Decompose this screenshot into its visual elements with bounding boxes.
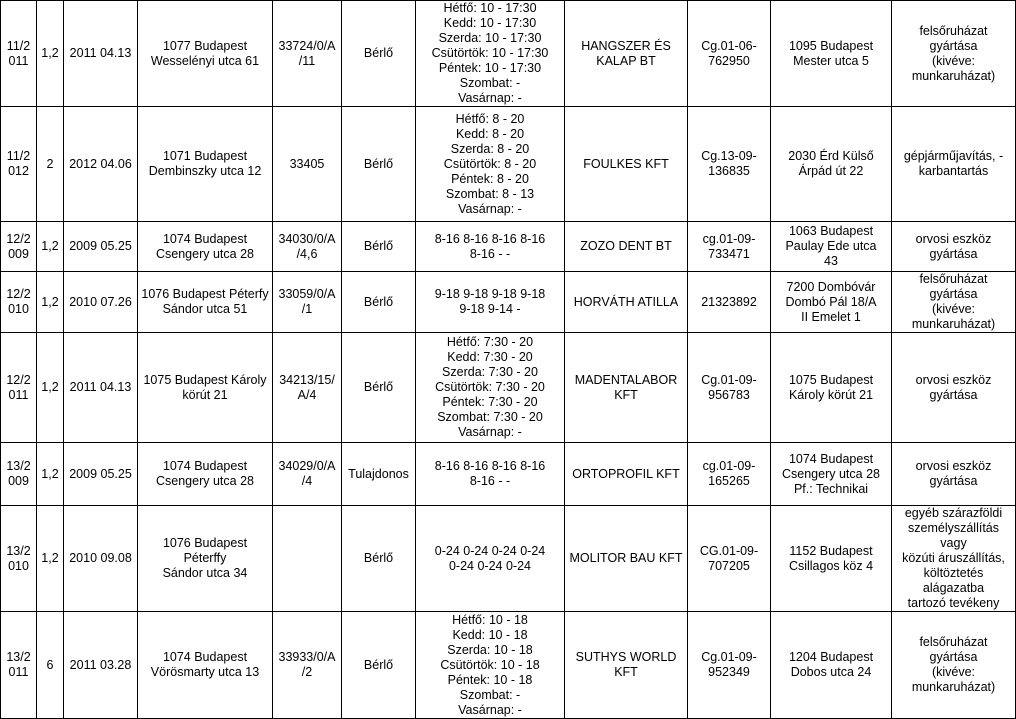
activity: egyéb szárazföldi személyszállítás vagy közúti áruszállítás, költöztetés alágazatba tartozó tevékeny [892, 506, 1016, 612]
opening-hours: 0-24 0-24 0-24 0-24 0-24 0-24 0-24 [416, 506, 565, 612]
company-seat: 1152 Budapest Csillagos köz 4 [771, 506, 892, 612]
company-name: MADENTALABOR KFT [565, 333, 688, 443]
record-date: 2009 05.25 [64, 222, 138, 272]
record-code: 1,2 [37, 222, 64, 272]
company-seat: 1095 Budapest Mester utca 5 [771, 1, 892, 107]
registration-number: Cg.01-09- 952349 [688, 612, 771, 719]
registration-number: Cg.13-09- 136835 [688, 107, 771, 222]
record-id: 11/2 012 [1, 107, 37, 222]
table-row [1, 612, 1016, 719]
opening-hours: Hétfő: 10 - 18 Kedd: 10 - 18 Szerda: 10 - 18 Csütörtök: 10 - 18 Péntek: 10 - 18 Szombat: - Vasárnap: - [416, 612, 565, 719]
usage-title: Bérlő [342, 107, 416, 222]
record-date: 2011 04.13 [64, 1, 138, 107]
parcel-number [273, 506, 342, 612]
shop-address: 1076 Budapest Péterfy Sándor utca 51 [138, 272, 273, 333]
shop-address: 1071 Budapest Dembinszky utca 12 [138, 107, 273, 222]
company-seat: 1075 Budapest Károly körút 21 [771, 333, 892, 443]
opening-hours: Hétfő: 10 - 17:30 Kedd: 10 - 17:30 Szerda: 10 - 17:30 Csütörtök: 10 - 17:30 Péntek: 10 - 17:30 Szombat: - Vasárnap: - [416, 1, 565, 107]
record-id: 13/2 010 [1, 506, 37, 612]
parcel-number: 34030/0/A /4,6 [273, 222, 342, 272]
record-code: 1,2 [37, 506, 64, 612]
company-name: MOLITOR BAU KFT [565, 506, 688, 612]
shop-address: 1074 Budapest Csengery utca 28 [138, 222, 273, 272]
opening-hours: Hétfő: 8 - 20 Kedd: 8 - 20 Szerda: 8 - 20 Csütörtök: 8 - 20 Péntek: 8 - 20 Szombat: 8 - 13 Vasárnap: - [416, 107, 565, 222]
record-code: 6 [37, 612, 64, 719]
company-name: HORVÁTH ATILLA [565, 272, 688, 333]
record-date: 2011 03.28 [64, 612, 138, 719]
shop-address: 1074 Budapest Vörösmarty utca 13 [138, 612, 273, 719]
usage-title: Bérlő [342, 222, 416, 272]
company-seat: 1204 Budapest Dobos utca 24 [771, 612, 892, 719]
company-name: SUTHYS WORLD KFT [565, 612, 688, 719]
activity: felsőruházat gyártása (kivéve: munkaruházat) [892, 1, 1016, 107]
activity: felsőruházat gyártása (kivéve: munkaruházat) [892, 612, 1016, 719]
registration-number: cg.01-09- 165265 [688, 443, 771, 506]
company-seat: 7200 Dombóvár Dombó Pál 18/A II Emelet 1 [771, 272, 892, 333]
record-date: 2010 09.08 [64, 506, 138, 612]
registration-number: Cg.01-09- 956783 [688, 333, 771, 443]
usage-title: Bérlő [342, 272, 416, 333]
company-seat: 1063 Budapest Paulay Ede utca 43 [771, 222, 892, 272]
record-code: 1,2 [37, 1, 64, 107]
company-name: ZOZO DENT BT [565, 222, 688, 272]
parcel-number: 33405 [273, 107, 342, 222]
parcel-number: 33724/0/A /11 [273, 1, 342, 107]
shop-address: 1074 Budapest Csengery utca 28 [138, 443, 273, 506]
usage-title: Bérlő [342, 1, 416, 107]
record-code: 1,2 [37, 272, 64, 333]
table-row [1, 506, 1016, 612]
activity: orvosi eszköz gyártása [892, 222, 1016, 272]
usage-title: Bérlő [342, 333, 416, 443]
record-id: 13/2 009 [1, 443, 37, 506]
shop-address: 1076 Budapest Péterffy Sándor utca 34 [138, 506, 273, 612]
registration-number: cg.01-09- 733471 [688, 222, 771, 272]
company-name: ORTOPROFIL KFT [565, 443, 688, 506]
registration-number: CG.01-09- 707205 [688, 506, 771, 612]
record-code: 1,2 [37, 333, 64, 443]
parcel-number: 34029/0/A /4 [273, 443, 342, 506]
record-date: 2011 04.13 [64, 333, 138, 443]
company-name: HANGSZER ÉS KALAP BT [565, 1, 688, 107]
usage-title: Bérlő [342, 612, 416, 719]
registration-number: 21323892 [688, 272, 771, 333]
record-id: 12/2 011 [1, 333, 37, 443]
record-date: 2009 05.25 [64, 443, 138, 506]
usage-title: Bérlő [342, 506, 416, 612]
table-row [1, 107, 1016, 222]
shop-address: 1075 Budapest Károly körút 21 [138, 333, 273, 443]
parcel-number: 33059/0/A /1 [273, 272, 342, 333]
table-row [1, 333, 1016, 443]
record-id: 13/2 011 [1, 612, 37, 719]
record-code: 2 [37, 107, 64, 222]
record-date: 2012 04.06 [64, 107, 138, 222]
opening-hours: 8-16 8-16 8-16 8-16 8-16 - - [416, 222, 565, 272]
table-row [1, 222, 1016, 272]
opening-hours: 8-16 8-16 8-16 8-16 8-16 - - [416, 443, 565, 506]
record-date: 2010 07.26 [64, 272, 138, 333]
registry-body [1, 1, 1016, 719]
parcel-number: 34213/15/ A/4 [273, 333, 342, 443]
record-code: 1,2 [37, 443, 64, 506]
table-row [1, 272, 1016, 333]
parcel-number: 33933/0/A /2 [273, 612, 342, 719]
opening-hours: 9-18 9-18 9-18 9-18 9-18 9-14 - [416, 272, 565, 333]
registration-number: Cg.01-06- 762950 [688, 1, 771, 107]
opening-hours: Hétfő: 7:30 - 20 Kedd: 7:30 - 20 Szerda: 7:30 - 20 Csütörtök: 7:30 - 20 Péntek: 7:30 - 20 Szombat: 7:30 - 20 Vasárnap: - [416, 333, 565, 443]
record-id: 11/2 011 [1, 1, 37, 107]
company-name: FOULKES KFT [565, 107, 688, 222]
company-seat: 1074 Budapest Csengery utca 28 Pf.: Technikai [771, 443, 892, 506]
activity: gépjárműjavítás, - karbantartás [892, 107, 1016, 222]
activity: orvosi eszköz gyártása [892, 333, 1016, 443]
table-row [1, 443, 1016, 506]
record-id: 12/2 009 [1, 222, 37, 272]
table-row [1, 1, 1016, 107]
activity: orvosi eszköz gyártása [892, 443, 1016, 506]
usage-title: Tulajdonos [342, 443, 416, 506]
company-seat: 2030 Érd Külső Árpád út 22 [771, 107, 892, 222]
activity: felsőruházat gyártása (kivéve: munkaruházat) [892, 272, 1016, 333]
shop-address: 1077 Budapest Wesselényi utca 61 [138, 1, 273, 107]
record-id: 12/2 010 [1, 272, 37, 333]
